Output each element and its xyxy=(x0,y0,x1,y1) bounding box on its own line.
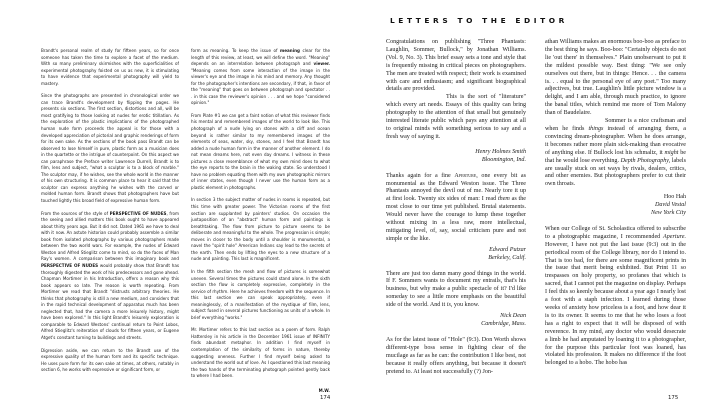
letter-paragraph: When our College of St. Scholastica offered to subscribe to a photographic magazine, I recommended Aperture. However, I have not put the last issue (9:3) out in the periodical room of the College library, nor do I intend to. That is too bad, for there are some magnificent prints in the issue that merit being exhibited. But Print 11 so trespasses on holy property, so profanes that which is sacred, that I cannot put the magazine on display. Perhaps I feel this so keenly because about a year ago I nearly lost a foot with a staph infection. I learned during those weeks of anxiety how priceless is a foot, and how dear it is to its owner. It seems to me that he who loses a foot has a right to expect that it will be disposed of with reverence. In my mind, any doctor who would desecrate a limb he had amputated by loaning it to a photographer, for the purpose this particular foot was loaned, has violated his profession. It makes no difference if the foot belonged to a hobo. The hobo has xyxy=(545,225,686,367)
right-page-column-2 xyxy=(545,39,686,368)
paragraph: From Plate #1 we can get a faint notion of what this reviewer finds his mental and remembered images of the world to look like. This photograph of a nude lying on stones with a cliff and ocean beyond is rather similar to my remembered images of the elements of seas, water, sky, stones, and I feel that Brandt has added a nude human form in the manner of another element. I do not mean dreams here, not even day dreams. I witness in these pictures a close resemblance of what my own mind does to what the eye reports to the brain in the waking state. So understood I have no problem equating them with my own photographic mirrors of inner states, even though I never use the human form as a plastic element in photographs. xyxy=(191,112,330,190)
signoff: Hoo Hah xyxy=(663,194,686,201)
signature-name: David Vestal xyxy=(655,202,686,209)
letter-paragraph: As for the latest issue of "Hole" (9:3). Don Worth shows different-type boss sense in fighting clear of the mucilage as far as he can: the contribution I like best, not because it really offers anything, but because it doesn't pretend to. At least not successfully (?) Jon- xyxy=(386,336,526,375)
paragraph: Mr. Mortimer refers to this last section as a poem of form. Ralph Hattersley in his article in the December 1961 issue of INFINITY finds abundant metaphor. In addition I find myself in contemplation of the similarity of forms in nature, thereby suggesting oneness. Further I find myself being asked to understand the world out of love. As I questioned this last meaning the two hands of the terminating photograph pointed gently back to where I had been. xyxy=(191,327,330,379)
signature-place: Bloomington, Ind. xyxy=(481,156,526,163)
right-page xyxy=(363,0,726,420)
letter-paragraph: This is the sort of "literature" which every art needs. Essays of this quality can bring photography to the attention of that small but genuinely interested literate public which pays any attention at all to original minds with something serious to say and a fresh way of saying it. xyxy=(386,94,526,140)
paragraph: Digression aside, we can return to the Brandt use of the expressive quality of the human form and its specific technique. He uses pure form for its own sake at times, at others, notably in section 6, he works with expressive or significant form, or xyxy=(41,347,179,373)
paragraph: In the fifth section the mesh and flow of pictures is somewhat uneven. Several times the pictures could stand alone. In the sixth section the flow is completely expressive, completely in the service of rhythm. Here he achieves freedom with the sequence. In this last section we can speak appropriately, even if meaninglessly, of a manifestation of the mystique of film, lens, subject fused in several pictures functioning as units of a whole. In brief everything "works." xyxy=(191,268,330,320)
section-heading: LETTERS TO THE EDITOR xyxy=(390,16,568,25)
letter-paragraph: There are just too damn many good things in the world. If F. Sommers wants to document my entrails, that's his business, but why make a public spectacle of it? I'd like someday to see a little more emphasis on the beautiful side of the world. And it is, you know. xyxy=(386,270,526,309)
paragraph: In section 3 the subject matter of nudes in rooms is repeated, but this time with greater power. The Victorian rooms of the first section are supplanted by painters' studios. On occasion the juxtaposition of an "abstract" human form and paintings is breathtaking. The flow from picture to picture seems to be deliberate and meaningful to the whole. The progression is simple; moves in closer to the body until a shoulder is monumental, a navel the "spirit hole" American Indians say lead to the secrets of the earth. Then ends by lifting the eyes to a new structure of a nude and painting. This last is magnificent. xyxy=(191,197,330,262)
signature-place: Berkeley, Calif. xyxy=(488,254,526,261)
left-page-column-1 xyxy=(41,48,179,380)
right-page-column-1 xyxy=(386,39,526,376)
letter-paragraph: athan Williams makes an enormous boo-boo as preface to the best thing he says. Boo-boo: "Certainly objects do not lie 'out there' in themselves." Plain unobservant to put it the mildest possible way. Best thing: "We see only ourselves out there, but in things: Hence. . . the camera is. . . equal to the personal eye of any poet." Too many adjectives, but true. Laughlin's little picture window is a delight, and I am able, through much practice, to ignore the banal titles, which remind me more of Tom Malony than of Baudelaire. xyxy=(545,39,686,117)
author-initials: M.W. xyxy=(318,387,330,393)
left-page-column-2 xyxy=(191,48,330,394)
paragraph: form as meaning. To keep the issue of meaning clear for the length of this review, at least, we will define the word. "Meaning" depends on an interrelation between photograph and viewer. "Meaning comes from some interaction of the image in the viewer's eye and the image in his mind and memory. Any thought for the photographer's intentions are secondary, if that, in favor of the "meaning" that goes on between photograph and spectator . . . in this case the reviewer's opinion . . . and we hope "considered opinion." xyxy=(191,48,330,106)
signature-name: Nick Dean xyxy=(500,313,526,320)
paragraph: From the sources of the style of PERSPECTIVE OF NUDES, from the seeing and allied matters this book ought to have appeared about thirty years ago. But it did not. Dated 1961 we have to deal with it now. An astute historian could probably assemble a similar book from isolated photographs by various photographers made between the two world wars. For example, the nudes of Edward Weston and Alfred Stieglitz come to mind, so do the faces of Man Ray's women. A comparison between this imaginary book and PERSPECTIVE OF NUDES would probably show that Brandt has thoroughly digested the work of his predecessors and gone ahead. Chapman Mortimer in his Introduction, offers a reason why this book appears so late. The reason is worth repeating. From Mortimer we read that Brandt "distrusts arbitrary theories. He thinks that photography is still a new medium, and considers that in the rapid technical development of apparatus much has been neglected that, had the camera a more leisurely history, might have been explored." In this light Brandt's leisurely exploration is comparable to Edward Westons' continual return to Point Lobos, Alfred Stieglitz's reiteration of clouds for fifteen years, or Eugene Atget's constant turning to buildings and streets. xyxy=(41,210,179,340)
page-number: 174 xyxy=(320,395,331,401)
letter-paragraph: Sommer is a nice craftsman and when he finds things instead of arranging them, a convincing dream-photographer. When he does arrange, it becomes rather more plain sick-making than evocative of anything else. If Bullock lost his schmaltz, it might be that he would lose everything. Depth Photography, labels are usually stuck on set ways by rivals, dealers, critics, and other enemies. But photographers prefer to cut their own throats. xyxy=(545,118,687,188)
paragraph: Brandt's personal realm of study for fifteen years, so for once someone has taken the time to explore a facet of the medium. With so many preliminary skirmishes with the superficialities of experimental photography foisted on us as new, it is stimulating to have evidence that experimental photography will yield to mastery. xyxy=(41,48,179,86)
signature-place: Cambridge, Mass. xyxy=(481,321,526,327)
paragraph: Since the photographs are presented in chronological order we can trace Brandt's development by flipping the pages. He presents six sections. The first section, distortions and all, will be most gratifying to those looking at nudes for erotic titillation. As the exploration of the plastic implications of the photographed human nude form proceeds the appeal is for those with a developed appreciation of pictorial and graphic renderings of form for its own sake. As the sections of the book pass Brandt can be observed to lose himself in pure, plastic form as a musician does in the quartette or the intrigue of counterpoint. On this aspect we can paraphrase the Preface writer Lawrence Durrell, Brandt is to film, lens and subject, "what a sculptor is to a block of marble." The sculptor may, if he wishes, see the whole world in the manner of his own structuring. It is common place to hear it said that the sculptor can express anything he wishes with the carved or molded human form. Brandt shows that photographers have but touched lightly this broad field of expressive human form. xyxy=(41,93,179,204)
letter-paragraph: Congratulations on publishing "Three Phantasts: Laughlin, Sommer, Bullock," by Jonathan Williams. (Vol. 9, No. 3). This brief essay sets a tone and style that is frequently missing in critical pieces on photographers. The men are treated with respect; their work is examined with care and enthusiasm; and significant biographical details are provided. xyxy=(386,39,526,93)
page-number: 175 xyxy=(668,395,679,401)
letter-paragraph: Thanks again for a fine Aperture, one every bit as monumental as the Edward Weston issue. The Three Phantasts annoyed the devil out of me. Nearly tore it up at first look. Twenty six sides of man: I read them as the most close to our time yet published. Brutal statements. Would never have the courage to lump these together without mixing in a less raw, more intellectual, mitigating level, of, say, social criticism pure and not simple or the like. xyxy=(386,172,526,242)
signature-name: Edward Putzar xyxy=(489,246,526,253)
signature-name: Henry Holmes Smith xyxy=(475,148,526,155)
signature-place: New York City xyxy=(651,210,686,217)
